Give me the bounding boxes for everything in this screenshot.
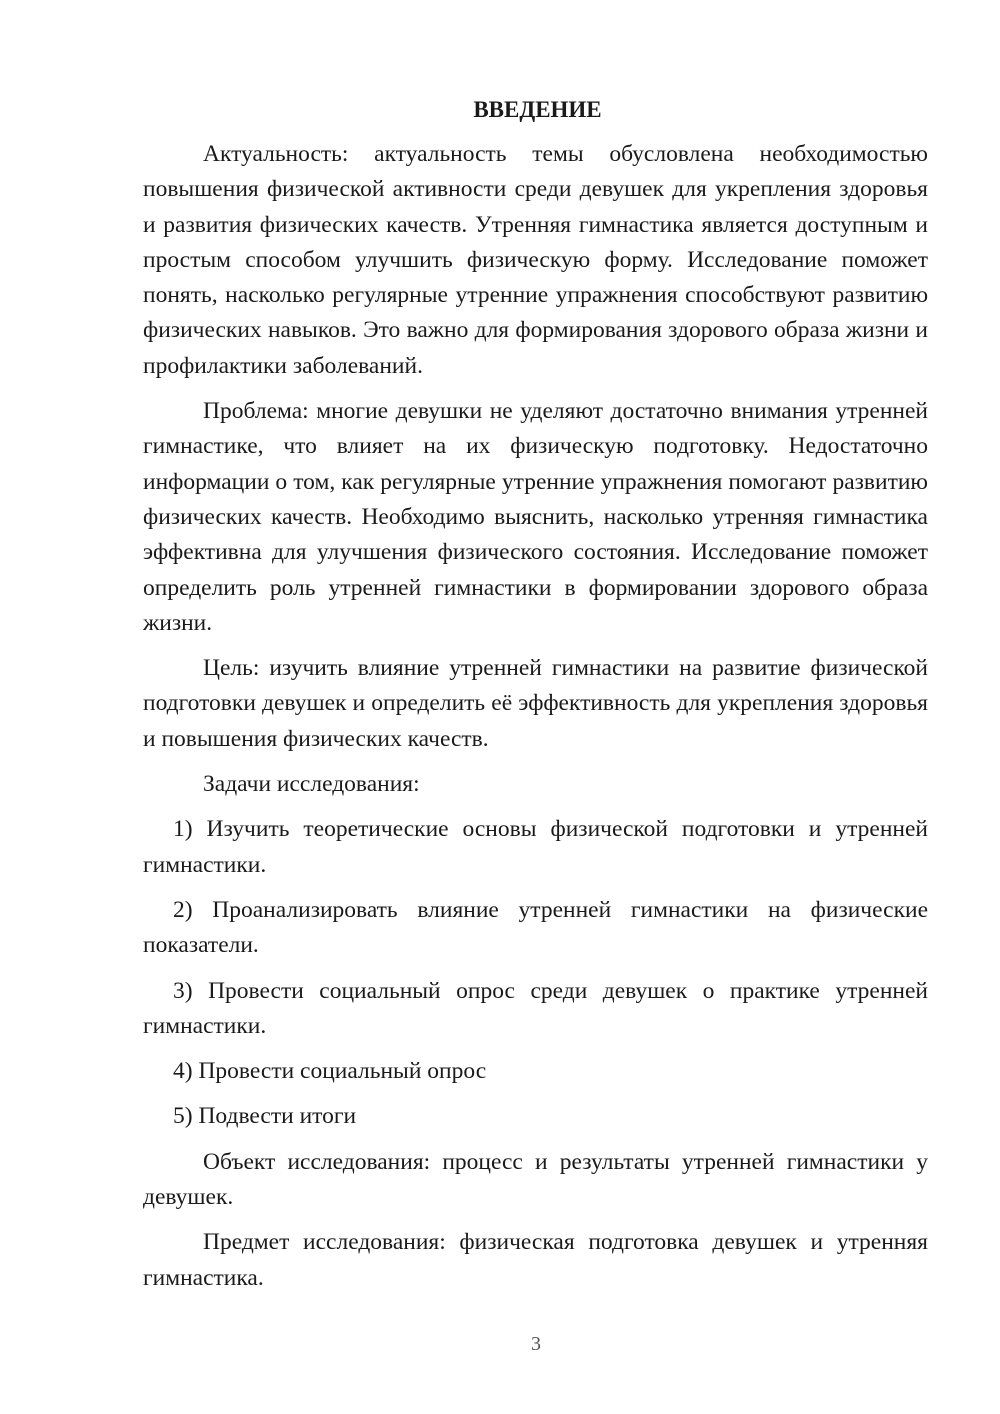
goal-paragraph: Цель: изучить влияние утренней гимнастики на развитие физической подготовки девушек и определить её эффективность для укрепления здоровья и повышения физических качеств.	[143, 655, 928, 752]
task-item: 4) Провести социальный опрос	[173, 1058, 487, 1085]
task-item: 5) Подвести итоги	[173, 1103, 357, 1130]
section-title: ВВЕДЕНИЕ	[473, 97, 602, 122]
object-paragraph: Объект исследования: процесс и результаты утренней гимнастики у девушек.	[143, 1148, 928, 1211]
task-item: 1) Изучить теоретические основы физической подготовки и утренней гимнастики.	[143, 816, 928, 878]
relevance-paragraph: Актуальность: актуальность темы обусловлена необходимостью повышения физической активности среди девушек для укрепления здоровья и развития физических качеств. Утренняя гимнастика является доступным и простым способом улучшить физическую форму. Исследование поможет понять, насколько регулярные утренние упражнения способствуют развитию физических навыков. Это важно для формирования здорового образа жизни и профилактики заболеваний.	[143, 141, 928, 379]
task-item: 3) Провести социальный опрос среди девушек о практике утренней гимнастики.	[143, 977, 928, 1039]
page-number: 3	[531, 1333, 541, 1355]
document-body	[143, 92, 928, 1306]
tasks-heading: Задачи исследования:	[203, 771, 420, 798]
subject-paragraph: Предмет исследования: физическая подготовка девушек и утренняя гимнастика.	[143, 1229, 928, 1291]
task-item: 2) Проанализировать влияние утренней гимнастики на физические показатели.	[143, 896, 928, 959]
problem-paragraph: Проблема: многие девушки не уделяют достаточно внимания утренней гимнастике, что влияет на их физическую подготовку. Недостаточно информации о том, как регулярные утренние упражнения помогают развитию физических качеств. Необходимо выяснить, насколько утренняя гимнастика эффективна для улучшения физического состояния. Исследование поможет определить роль утренней гимнастики в формировании здорового образа жизни.	[143, 398, 928, 636]
